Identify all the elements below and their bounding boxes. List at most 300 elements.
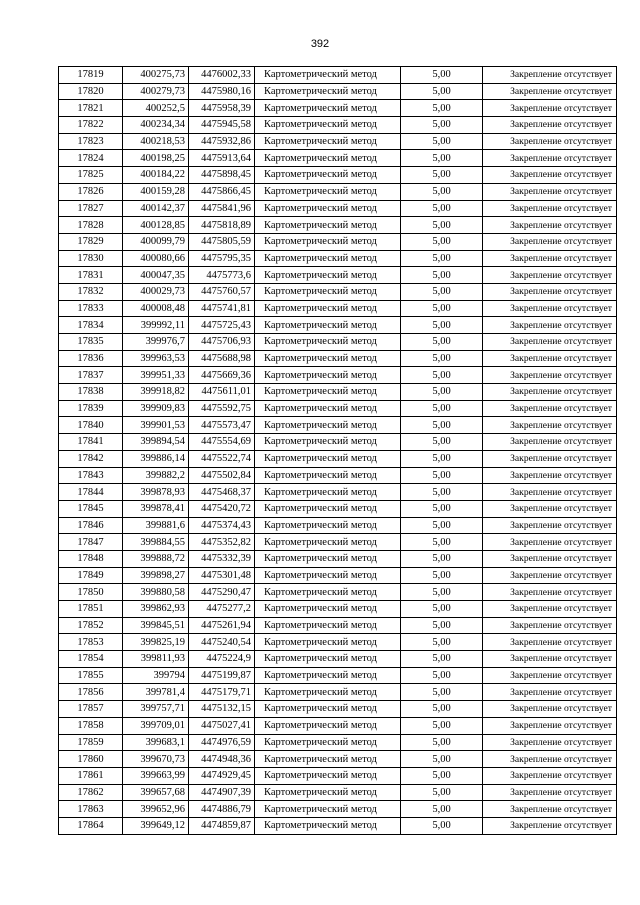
accuracy-cell: 5,00 (401, 233, 483, 250)
y-coordinate-cell: 4475332,39 (189, 550, 255, 567)
y-coordinate-cell: 4475352,82 (189, 534, 255, 551)
x-coordinate-cell: 399811,93 (123, 651, 189, 668)
fixation-status-cell: Закрепление отсутствует (483, 584, 617, 601)
method-cell: Картометрический метод (255, 634, 401, 651)
y-coordinate-cell: 4475179,71 (189, 684, 255, 701)
accuracy-cell: 5,00 (401, 367, 483, 384)
table-row (59, 350, 617, 367)
x-coordinate-cell: 399963,53 (123, 350, 189, 367)
x-coordinate-cell: 399649,12 (123, 817, 189, 834)
method-cell: Картометрический метод (255, 617, 401, 634)
fixation-status-cell: Закрепление отсутствует (483, 534, 617, 551)
x-coordinate-cell: 399992,11 (123, 317, 189, 334)
y-coordinate-cell: 4474929,45 (189, 767, 255, 784)
table-row (59, 267, 617, 284)
fixation-status-cell: Закрепление отсутствует (483, 200, 617, 217)
method-cell: Картометрический метод (255, 701, 401, 718)
accuracy-cell: 5,00 (401, 300, 483, 317)
accuracy-cell: 5,00 (401, 100, 483, 117)
table-row (59, 801, 617, 818)
point-number-cell: 17857 (59, 701, 123, 718)
point-number-cell: 17842 (59, 450, 123, 467)
point-number-cell: 17829 (59, 233, 123, 250)
fixation-status-cell: Закрепление отсутствует (483, 400, 617, 417)
x-coordinate-cell: 400218,53 (123, 133, 189, 150)
y-coordinate-cell: 4475468,37 (189, 484, 255, 501)
x-coordinate-cell: 400159,28 (123, 183, 189, 200)
fixation-status-cell: Закрепление отсутствует (483, 417, 617, 434)
accuracy-cell: 5,00 (401, 701, 483, 718)
point-number-cell: 17823 (59, 133, 123, 150)
fixation-status-cell: Закрепление отсутствует (483, 717, 617, 734)
y-coordinate-cell: 4474859,87 (189, 817, 255, 834)
method-cell: Картометрический метод (255, 651, 401, 668)
point-number-cell: 17851 (59, 601, 123, 618)
method-cell: Картометрический метод (255, 550, 401, 567)
accuracy-cell: 5,00 (401, 634, 483, 651)
method-cell: Картометрический метод (255, 83, 401, 100)
table-row (59, 484, 617, 501)
fixation-status-cell: Закрепление отсутствует (483, 183, 617, 200)
x-coordinate-cell: 399709,01 (123, 717, 189, 734)
x-coordinate-cell: 400008,48 (123, 300, 189, 317)
y-coordinate-cell: 4475795,35 (189, 250, 255, 267)
accuracy-cell: 5,00 (401, 217, 483, 234)
fixation-status-cell: Закрепление отсутствует (483, 684, 617, 701)
y-coordinate-cell: 4475706,93 (189, 334, 255, 351)
x-coordinate-cell: 399898,27 (123, 567, 189, 584)
fixation-status-cell: Закрепление отсутствует (483, 801, 617, 818)
y-coordinate-cell: 4475502,84 (189, 467, 255, 484)
accuracy-cell: 5,00 (401, 434, 483, 451)
y-coordinate-cell: 4475958,39 (189, 100, 255, 117)
fixation-status-cell: Закрепление отсутствует (483, 217, 617, 234)
accuracy-cell: 5,00 (401, 350, 483, 367)
fixation-status-cell: Закрепление отсутствует (483, 817, 617, 834)
method-cell: Картометрический метод (255, 484, 401, 501)
fixation-status-cell: Закрепление отсутствует (483, 233, 617, 250)
table-row (59, 217, 617, 234)
accuracy-cell: 5,00 (401, 801, 483, 818)
point-number-cell: 17853 (59, 634, 123, 651)
fixation-status-cell: Закрепление отсутствует (483, 350, 617, 367)
point-number-cell: 17827 (59, 200, 123, 217)
table-row (59, 550, 617, 567)
fixation-status-cell: Закрепление отсутствует (483, 67, 617, 84)
table-row (59, 684, 617, 701)
point-number-cell: 17832 (59, 283, 123, 300)
table-row (59, 734, 617, 751)
method-cell: Картометрический метод (255, 317, 401, 334)
point-number-cell: 17838 (59, 384, 123, 401)
method-cell: Картометрический метод (255, 133, 401, 150)
point-number-cell: 17856 (59, 684, 123, 701)
y-coordinate-cell: 4475866,45 (189, 183, 255, 200)
x-coordinate-cell: 399894,54 (123, 434, 189, 451)
accuracy-cell: 5,00 (401, 200, 483, 217)
accuracy-cell: 5,00 (401, 550, 483, 567)
fixation-status-cell: Закрепление отсутствует (483, 267, 617, 284)
table-body (59, 67, 617, 835)
coordinates-table (58, 66, 617, 835)
method-cell: Картометрический метод (255, 167, 401, 184)
y-coordinate-cell: 4475611,01 (189, 384, 255, 401)
x-coordinate-cell: 400047,35 (123, 267, 189, 284)
method-cell: Картометрический метод (255, 534, 401, 551)
accuracy-cell: 5,00 (401, 601, 483, 618)
table-row (59, 534, 617, 551)
method-cell: Картометрический метод (255, 334, 401, 351)
fixation-status-cell: Закрепление отсутствует (483, 300, 617, 317)
fixation-status-cell: Закрепление отсутствует (483, 734, 617, 751)
accuracy-cell: 5,00 (401, 133, 483, 150)
y-coordinate-cell: 4475132,15 (189, 701, 255, 718)
point-number-cell: 17843 (59, 467, 123, 484)
table-row (59, 717, 617, 734)
fixation-status-cell: Закрепление отсутствует (483, 517, 617, 534)
accuracy-cell: 5,00 (401, 317, 483, 334)
accuracy-cell: 5,00 (401, 567, 483, 584)
table-row (59, 384, 617, 401)
method-cell: Картометрический метод (255, 400, 401, 417)
method-cell: Картометрический метод (255, 767, 401, 784)
y-coordinate-cell: 4475374,43 (189, 517, 255, 534)
accuracy-cell: 5,00 (401, 651, 483, 668)
accuracy-cell: 5,00 (401, 751, 483, 768)
y-coordinate-cell: 4474948,36 (189, 751, 255, 768)
y-coordinate-cell: 4475573,47 (189, 417, 255, 434)
fixation-status-cell: Закрепление отсутствует (483, 500, 617, 517)
y-coordinate-cell: 4475980,16 (189, 83, 255, 100)
method-cell: Картометрический метод (255, 67, 401, 84)
table-row (59, 667, 617, 684)
point-number-cell: 17855 (59, 667, 123, 684)
table-row (59, 183, 617, 200)
x-coordinate-cell: 399886,14 (123, 450, 189, 467)
point-number-cell: 17821 (59, 100, 123, 117)
table-row (59, 784, 617, 801)
y-coordinate-cell: 4475240,54 (189, 634, 255, 651)
method-cell: Картометрический метод (255, 450, 401, 467)
table-row (59, 634, 617, 651)
accuracy-cell: 5,00 (401, 817, 483, 834)
accuracy-cell: 5,00 (401, 67, 483, 84)
fixation-status-cell: Закрепление отсутствует (483, 150, 617, 167)
accuracy-cell: 5,00 (401, 617, 483, 634)
point-number-cell: 17849 (59, 567, 123, 584)
y-coordinate-cell: 4475688,98 (189, 350, 255, 367)
fixation-status-cell: Закрепление отсутствует (483, 634, 617, 651)
point-number-cell: 17822 (59, 117, 123, 134)
method-cell: Картометрический метод (255, 584, 401, 601)
method-cell: Картометрический метод (255, 217, 401, 234)
point-number-cell: 17839 (59, 400, 123, 417)
x-coordinate-cell: 399976,7 (123, 334, 189, 351)
x-coordinate-cell: 400279,73 (123, 83, 189, 100)
y-coordinate-cell: 4475261,94 (189, 617, 255, 634)
x-coordinate-cell: 399757,71 (123, 701, 189, 718)
fixation-status-cell: Закрепление отсутствует (483, 250, 617, 267)
method-cell: Картометрический метод (255, 367, 401, 384)
fixation-status-cell: Закрепление отсутствует (483, 450, 617, 467)
fixation-status-cell: Закрепление отсутствует (483, 317, 617, 334)
x-coordinate-cell: 400080,66 (123, 250, 189, 267)
x-coordinate-cell: 399884,55 (123, 534, 189, 551)
point-number-cell: 17819 (59, 67, 123, 84)
y-coordinate-cell: 4476002,33 (189, 67, 255, 84)
accuracy-cell: 5,00 (401, 584, 483, 601)
x-coordinate-cell: 400184,22 (123, 167, 189, 184)
accuracy-cell: 5,00 (401, 334, 483, 351)
y-coordinate-cell: 4475301,48 (189, 567, 255, 584)
page-number: 392 (310, 38, 330, 50)
point-number-cell: 17850 (59, 584, 123, 601)
x-coordinate-cell: 399888,72 (123, 550, 189, 567)
point-number-cell: 17860 (59, 751, 123, 768)
point-number-cell: 17864 (59, 817, 123, 834)
accuracy-cell: 5,00 (401, 384, 483, 401)
y-coordinate-cell: 4474886,79 (189, 801, 255, 818)
accuracy-cell: 5,00 (401, 517, 483, 534)
point-number-cell: 17859 (59, 734, 123, 751)
y-coordinate-cell: 4475841,96 (189, 200, 255, 217)
table-row (59, 450, 617, 467)
fixation-status-cell: Закрепление отсутствует (483, 484, 617, 501)
accuracy-cell: 5,00 (401, 450, 483, 467)
y-coordinate-cell: 4475898,45 (189, 167, 255, 184)
point-number-cell: 17863 (59, 801, 123, 818)
accuracy-cell: 5,00 (401, 283, 483, 300)
x-coordinate-cell: 399862,93 (123, 601, 189, 618)
point-number-cell: 17830 (59, 250, 123, 267)
point-number-cell: 17862 (59, 784, 123, 801)
fixation-status-cell: Закрепление отсутствует (483, 384, 617, 401)
table-row (59, 317, 617, 334)
y-coordinate-cell: 4475760,57 (189, 283, 255, 300)
accuracy-cell: 5,00 (401, 167, 483, 184)
x-coordinate-cell: 400142,37 (123, 200, 189, 217)
point-number-cell: 17833 (59, 300, 123, 317)
method-cell: Картометрический метод (255, 667, 401, 684)
fixation-status-cell: Закрепление отсутствует (483, 701, 617, 718)
table-row (59, 283, 617, 300)
fixation-status-cell: Закрепление отсутствует (483, 117, 617, 134)
x-coordinate-cell: 399663,99 (123, 767, 189, 784)
y-coordinate-cell: 4475741,81 (189, 300, 255, 317)
y-coordinate-cell: 4475818,89 (189, 217, 255, 234)
x-coordinate-cell: 399918,82 (123, 384, 189, 401)
method-cell: Картометрический метод (255, 417, 401, 434)
point-number-cell: 17824 (59, 150, 123, 167)
table-row (59, 67, 617, 84)
table-row (59, 567, 617, 584)
table-row (59, 751, 617, 768)
method-cell: Картометрический метод (255, 350, 401, 367)
x-coordinate-cell: 399781,4 (123, 684, 189, 701)
x-coordinate-cell: 399878,93 (123, 484, 189, 501)
x-coordinate-cell: 399825,19 (123, 634, 189, 651)
accuracy-cell: 5,00 (401, 767, 483, 784)
x-coordinate-cell: 400029,73 (123, 283, 189, 300)
accuracy-cell: 5,00 (401, 417, 483, 434)
y-coordinate-cell: 4475420,72 (189, 500, 255, 517)
accuracy-cell: 5,00 (401, 467, 483, 484)
method-cell: Картометрический метод (255, 233, 401, 250)
table-row (59, 300, 617, 317)
x-coordinate-cell: 400099,79 (123, 233, 189, 250)
point-number-cell: 17834 (59, 317, 123, 334)
fixation-status-cell: Закрепление отсутствует (483, 751, 617, 768)
table-row (59, 500, 617, 517)
table-row (59, 167, 617, 184)
x-coordinate-cell: 399670,73 (123, 751, 189, 768)
point-number-cell: 17820 (59, 83, 123, 100)
accuracy-cell: 5,00 (401, 500, 483, 517)
accuracy-cell: 5,00 (401, 534, 483, 551)
x-coordinate-cell: 399657,68 (123, 784, 189, 801)
accuracy-cell: 5,00 (401, 117, 483, 134)
fixation-status-cell: Закрепление отсутствует (483, 283, 617, 300)
fixation-status-cell: Закрепление отсутствует (483, 567, 617, 584)
fixation-status-cell: Закрепление отсутствует (483, 550, 617, 567)
method-cell: Картометрический метод (255, 250, 401, 267)
method-cell: Картометрический метод (255, 267, 401, 284)
y-coordinate-cell: 4475290,47 (189, 584, 255, 601)
fixation-status-cell: Закрепление отсутствует (483, 601, 617, 618)
method-cell: Картометрический метод (255, 300, 401, 317)
x-coordinate-cell: 399909,83 (123, 400, 189, 417)
method-cell: Картометрический метод (255, 117, 401, 134)
method-cell: Картометрический метод (255, 283, 401, 300)
point-number-cell: 17854 (59, 651, 123, 668)
method-cell: Картометрический метод (255, 717, 401, 734)
method-cell: Картометрический метод (255, 684, 401, 701)
fixation-status-cell: Закрепление отсутствует (483, 167, 617, 184)
y-coordinate-cell: 4475945,58 (189, 117, 255, 134)
table-row (59, 200, 617, 217)
method-cell: Картометрический метод (255, 434, 401, 451)
method-cell: Картометрический метод (255, 601, 401, 618)
method-cell: Картометрический метод (255, 734, 401, 751)
accuracy-cell: 5,00 (401, 267, 483, 284)
y-coordinate-cell: 4475913,64 (189, 150, 255, 167)
table-row (59, 233, 617, 250)
accuracy-cell: 5,00 (401, 400, 483, 417)
fixation-status-cell: Закрепление отсутствует (483, 617, 617, 634)
y-coordinate-cell: 4475199,87 (189, 667, 255, 684)
x-coordinate-cell: 399951,33 (123, 367, 189, 384)
x-coordinate-cell: 400198,25 (123, 150, 189, 167)
table-row (59, 400, 617, 417)
method-cell: Картометрический метод (255, 384, 401, 401)
accuracy-cell: 5,00 (401, 667, 483, 684)
fixation-status-cell: Закрепление отсутствует (483, 83, 617, 100)
x-coordinate-cell: 400275,73 (123, 67, 189, 84)
accuracy-cell: 5,00 (401, 684, 483, 701)
fixation-status-cell: Закрепление отсутствует (483, 651, 617, 668)
point-number-cell: 17835 (59, 334, 123, 351)
table-row (59, 83, 617, 100)
point-number-cell: 17844 (59, 484, 123, 501)
table-row (59, 617, 617, 634)
method-cell: Картометрический метод (255, 801, 401, 818)
method-cell: Картометрический метод (255, 517, 401, 534)
method-cell: Картометрический метод (255, 183, 401, 200)
table-row (59, 651, 617, 668)
y-coordinate-cell: 4475725,43 (189, 317, 255, 334)
y-coordinate-cell: 4475805,59 (189, 233, 255, 250)
fixation-status-cell: Закрепление отсутствует (483, 767, 617, 784)
point-number-cell: 17836 (59, 350, 123, 367)
point-number-cell: 17847 (59, 534, 123, 551)
table-row (59, 117, 617, 134)
y-coordinate-cell: 4475773,6 (189, 267, 255, 284)
table-row (59, 767, 617, 784)
point-number-cell: 17861 (59, 767, 123, 784)
x-coordinate-cell: 399652,96 (123, 801, 189, 818)
fixation-status-cell: Закрепление отсутствует (483, 434, 617, 451)
fixation-status-cell: Закрепление отсутствует (483, 334, 617, 351)
y-coordinate-cell: 4475522,74 (189, 450, 255, 467)
table-row (59, 150, 617, 167)
accuracy-cell: 5,00 (401, 784, 483, 801)
table-row (59, 100, 617, 117)
point-number-cell: 17848 (59, 550, 123, 567)
y-coordinate-cell: 4475224,9 (189, 651, 255, 668)
y-coordinate-cell: 4475027,41 (189, 717, 255, 734)
x-coordinate-cell: 400128,85 (123, 217, 189, 234)
accuracy-cell: 5,00 (401, 717, 483, 734)
fixation-status-cell: Закрепление отсутствует (483, 100, 617, 117)
y-coordinate-cell: 4475592,75 (189, 400, 255, 417)
table-row (59, 517, 617, 534)
fixation-status-cell: Закрепление отсутствует (483, 367, 617, 384)
fixation-status-cell: Закрепление отсутствует (483, 133, 617, 150)
y-coordinate-cell: 4474976,59 (189, 734, 255, 751)
x-coordinate-cell: 400252,5 (123, 100, 189, 117)
x-coordinate-cell: 400234,34 (123, 117, 189, 134)
table-row (59, 250, 617, 267)
table-row (59, 601, 617, 618)
method-cell: Картометрический метод (255, 467, 401, 484)
x-coordinate-cell: 399683,1 (123, 734, 189, 751)
point-number-cell: 17852 (59, 617, 123, 634)
y-coordinate-cell: 4475669,36 (189, 367, 255, 384)
point-number-cell: 17828 (59, 217, 123, 234)
table-row (59, 434, 617, 451)
x-coordinate-cell: 399845,51 (123, 617, 189, 634)
x-coordinate-cell: 399881,6 (123, 517, 189, 534)
method-cell: Картометрический метод (255, 817, 401, 834)
x-coordinate-cell: 399882,2 (123, 467, 189, 484)
x-coordinate-cell: 399878,41 (123, 500, 189, 517)
table-row (59, 817, 617, 834)
accuracy-cell: 5,00 (401, 734, 483, 751)
accuracy-cell: 5,00 (401, 183, 483, 200)
fixation-status-cell: Закрепление отсутствует (483, 467, 617, 484)
accuracy-cell: 5,00 (401, 83, 483, 100)
method-cell: Картометрический метод (255, 150, 401, 167)
fixation-status-cell: Закрепление отсутствует (483, 667, 617, 684)
point-number-cell: 17840 (59, 417, 123, 434)
table-row (59, 584, 617, 601)
table-row (59, 334, 617, 351)
table-row (59, 417, 617, 434)
point-number-cell: 17846 (59, 517, 123, 534)
accuracy-cell: 5,00 (401, 250, 483, 267)
point-number-cell: 17841 (59, 434, 123, 451)
method-cell: Картометрический метод (255, 500, 401, 517)
